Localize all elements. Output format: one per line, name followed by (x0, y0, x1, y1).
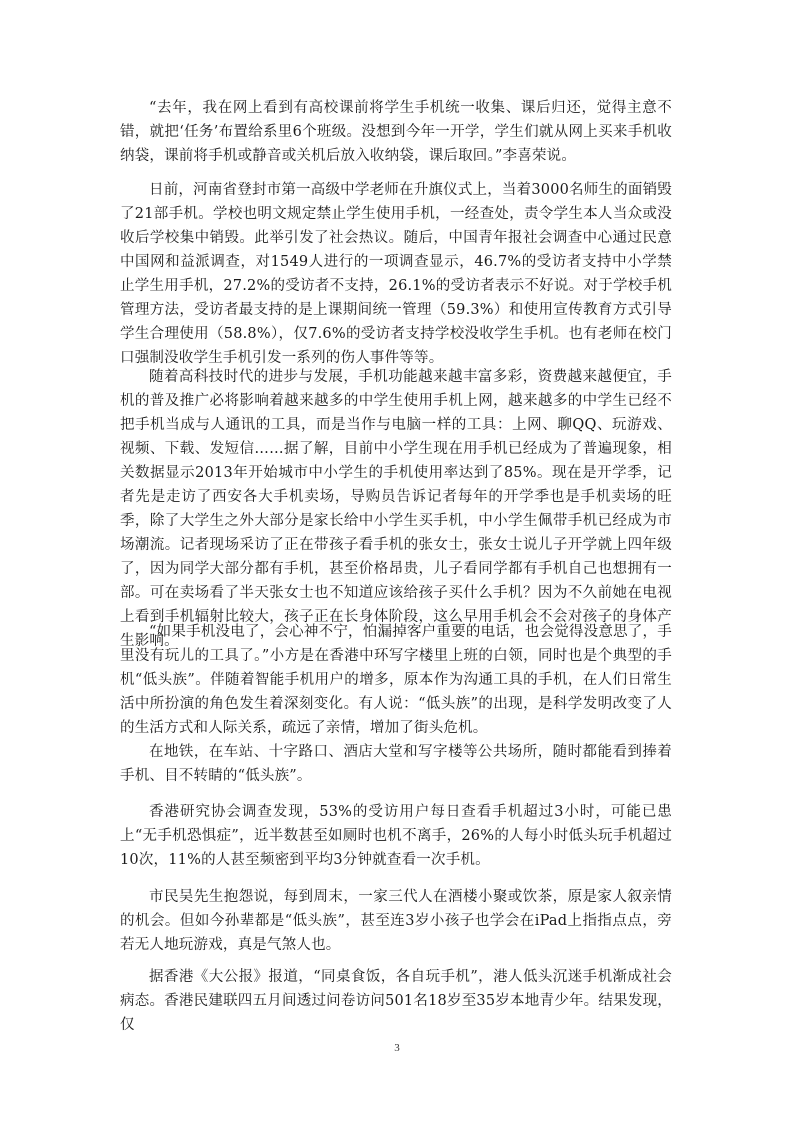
paragraph-8: 据香港《大公报》报道，“同桌食饭，各自玩手机”，港人低头沉迷手机渐成社会病态。香港民建联四五月间透过问卷访问501名18岁至35岁本地青少年。结果发现，仅 (120, 969, 672, 1033)
paragraph-7: 市民吴先生抱怨说，每到周末，一家三代人在酒楼小聚或饮茶，原是家人叙亲情的机会。但如今孙辈都是“低头族”，甚至连3岁小孩子也学会在iPad上指指点点，旁若无人地玩游戏，真是气煞人也。 (120, 889, 672, 953)
paragraph-4: “如果手机没电了，会心神不宁，怕漏掉客户重要的电话，也会觉得没意思了，手里没有玩儿的工具了。”小方是在香港中环写字楼里上班的白领，同时也是个典型的手机“低头族”。伴随着智能手机用户的增多，原本作为沟通工具的手机，在人们日常生活中所扮演的角色发生着深刻变化。有人说：“低头族”的出现，是科学发明改变了人的生活方式和人际关系，疏远了亲情，增加了街头危机。 (120, 624, 672, 736)
paragraph-2: 日前，河南省登封市第一高级中学老师在升旗仪式上，当着3000名师生的面销毁了21部手机。学校也明文规定禁止学生使用手机，一经查处，责令学生本人当众或没收后学校集中销毁。此举引发了社会热议。随后，中国青年报社会调查中心通过民意中国网和益派调查，对1549人进行的一项调查显示，46.7%的受访者支持中小学禁止学生用手机，27.2%的受访者不支持，26.1%的受访者表示不好说。对于学校手机管理方法，受访者最支持的是上课期间统一管理（59.3%）和使用宣传教育方式引导学生合理使用（58.8%），仅7.6%的受访者支持学校没收学生手机。也有老师在校门口强制没收学生手机引发一系列的伤人事件等等。 (120, 182, 672, 366)
paragraph-1: “去年，我在网上看到有高校课前将学生手机统一收集、课后归还，觉得主意不错，就把‘任务’布置给系里6个班级。没想到今年一开学，学生们就从网上买来手机收纳袋，课前将手机或静音或关机后放入收纳袋，课后取回。”李喜荣说。 (120, 100, 672, 164)
paragraph-3: 随着高科技时代的进步与发展，手机功能越来越丰富多彩，资费越来越便宜，手机的普及推广必将影响着越来越多的中学生使用手机上网，越来越多的中学生已经不把手机当成与人通讯的工具，而是当作与电脑一样的工具：上网、聊QQ、玩游戏、视频、下载、发短信……据了解，目前中小学生现在用手机已经成为了普遍现象，相关数据显示2013年开始城市中小学生的手机使用率达到了85%。现在是开学季，记者先是走访了西安各大手机卖场，导购员告诉记者每年的开学季也是手机卖场的旺季，除了大学生之外大部分是家长给中小学生买手机，中小学生佩带手机已经成为市场潮流。记者现场采访了正在带孩子看手机的张女士，张女士说儿子开学就上四年级了，因为同学大部分都有手机，甚至价格昂贵，儿子看同学都有手机自己也想拥有一部。可在卖场看了半天张女士也不知道应该给孩子买什么手机？因为不久前她在电视上看到手机辐射比较大，孩子正在长身体阶段，这么早用手机会不会对孩子的身体产生影响。 (120, 369, 672, 649)
paragraph-5: 在地铁，在车站、十字路口、酒店大堂和写字楼等公共场所，随时都能看到捧着手机、目不转睛的“低头族”。 (120, 744, 672, 784)
page-number: 3 (394, 1042, 400, 1054)
paragraph-6: 香港研究协会调查发现，53%的受访用户每日查看手机超过3小时，可能已患上“无手机恐惧症”，近半数甚至如厕时也机不离手，26%的人每小时低头玩手机超过10次，11%的人甚至频密到平均3分钟就查看一次手机。 (120, 804, 672, 868)
